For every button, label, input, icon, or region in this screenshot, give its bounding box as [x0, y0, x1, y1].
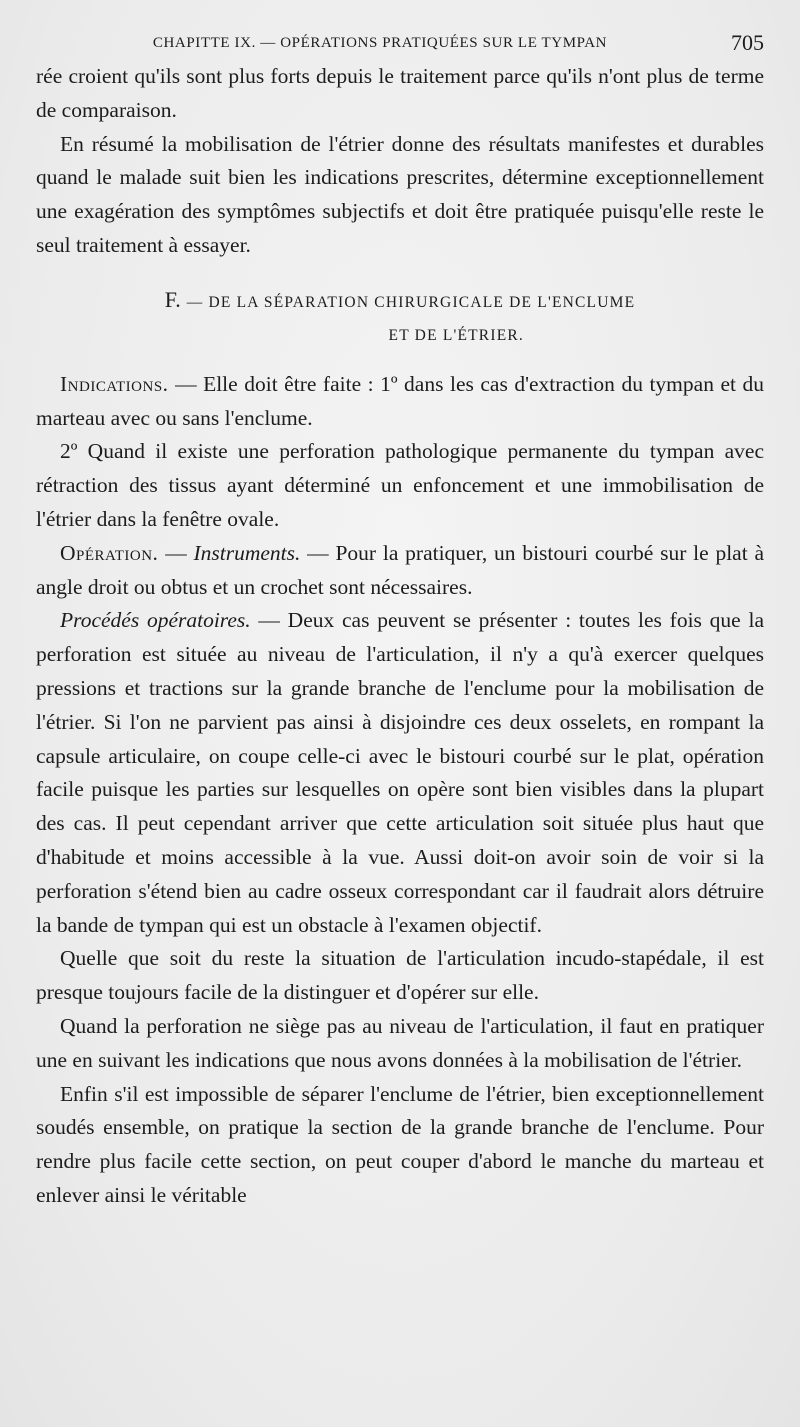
procedes-label: Procédés opératoires.	[60, 608, 251, 633]
paragraph-procedes	[36, 604, 764, 942]
body-text	[36, 60, 764, 1213]
instruments-label: Instruments.	[193, 540, 301, 565]
paragraph-resume: En résumé la mobilisation de l'étrier donne des résultats manifestes et durables quand le malade suit bien les indications prescrites, détermine exceptionnellement une exagération des symptômes subjectifs et doit être pratiquée puisqu'elle reste le seul traitement à essayer.	[36, 131, 764, 257]
operation-label: Opération.	[60, 540, 159, 565]
paragraph-indications	[36, 368, 764, 436]
running-title: CHAPITTE IX. — OPÉRATIONS PRATIQUÉES SUR LE TYMPAN	[152, 35, 608, 51]
paragraph-enfin: Enfin s'il est impossible de séparer l'enclume de l'étrier, bien exceptionnellement soudés ensemble, on pratique la section de la grande branche de l'enclume. Pour rendre plus facile cette section, on peut couper d'abord le manche du marteau et enlever ainsi le véritable	[36, 1081, 764, 1207]
paragraph-continuation: rée croient qu'ils sont plus forts depuis le traitement parce qu'ils n'ont plus de terme de comparaison.	[36, 64, 764, 122]
section-letter: F.	[164, 286, 181, 312]
indications-text: — Elle doit être faite : 1º dans les cas d'extraction du tympan et du marteau avec ou sans l'enclume.	[36, 371, 764, 430]
operation-text: — Pour la pratiquer, un bistouri courbé sur le plat à angle droit ou obtus et un crochet sont nécessaires.	[36, 540, 765, 599]
page-number: 705	[731, 30, 764, 55]
running-head	[36, 28, 764, 58]
section-heading	[36, 283, 764, 352]
indications-label: Indications.	[60, 371, 169, 396]
paragraph-quelle: Quelle que soit du reste la situation de l'articulation incudo-stapédale, il est presque toujours facile de la distinguer et d'opérer sur elle.	[36, 946, 764, 1005]
section-title-line2: ET DE L'ÉTRIER.	[388, 326, 524, 344]
paragraph-quand: Quand la perforation ne siège pas au niveau de l'articulation, il faut en pratiquer une en suivant les indications que nous avons données à la mobilisation de l'étrier.	[36, 1013, 764, 1072]
section-title-line1: — DE LA SÉPARATION CHIRURGICALE DE L'ENCLUME	[186, 293, 636, 311]
procedes-text: — Deux cas peuvent se présenter : toutes les fois que la perforation est située au niveau de l'articulation, il n'y a qu'à exercer quelques pressions et tractions sur la grande branche de l'enclume pour la mobilisation de l'étrier. Si l'on ne parvient pas ainsi à disjoindre ces deux osselets, en rompant la capsule articulaire, on coupe celle-ci avec le bistouri courbé sur le plat, opération facile puisque les parties sur lesquelles on opère sont bien visibles dans la plupart des cas. Il peut cependant arriver que cette articulation soit située plus haut que d'habitude et moins accessible à la vue. Aussi doit-on avoir soin de voir si la perforation s'étend bien au cadre osseux correspondant car il faudrait alors détruire la bande de tympan qui est un obstacle à l'examen objectif.	[36, 608, 764, 937]
paragraph-indications-second: 2º Quand il existe une perforation pathologique permanente du tympan avec rétraction des tissus ayant déterminé un enfoncement et une immobilisation de l'étrier dans la fenêtre ovale.	[36, 439, 764, 531]
operation-dash: —	[158, 540, 194, 565]
paragraph-operation	[36, 537, 764, 605]
